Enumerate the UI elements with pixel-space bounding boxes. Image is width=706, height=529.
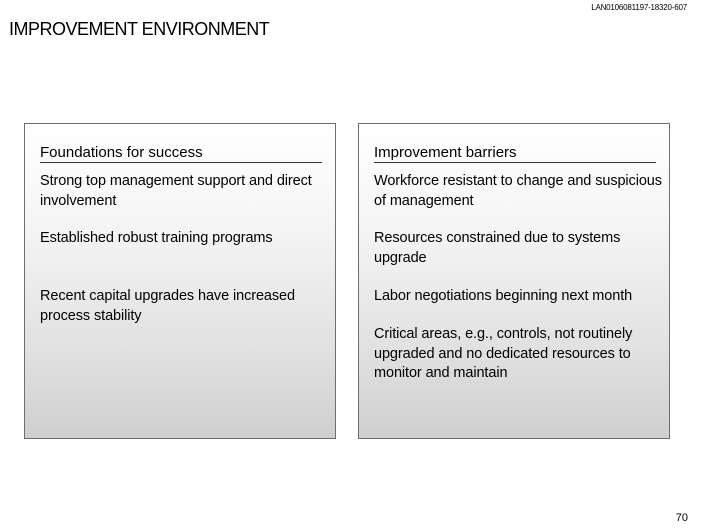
barriers-heading: Improvement barriers: [374, 144, 656, 163]
foundation-item: Strong top management support and direct involvement: [40, 173, 312, 209]
page-number: 70: [675, 512, 688, 524]
barrier-item: Labor negotiations beginning next month: [374, 288, 633, 304]
foundation-item: Established robust training programs: [40, 230, 273, 246]
document-id: LAN0106081197-18320-607: [591, 3, 687, 12]
barrier-item: Critical areas, e.g., controls, not routinely upgraded and no dedicated resources to monitor and maintain: [374, 326, 633, 381]
foundation-item: Recent capital upgrades have increased process stability: [40, 288, 295, 324]
barrier-item: Workforce resistant to change and suspicious of management: [374, 173, 662, 209]
foundations-panel: [24, 123, 336, 439]
foundations-heading: Foundations for success: [40, 144, 322, 163]
page-title: IMPROVEMENT ENVIRONMENT: [9, 19, 270, 39]
barrier-item: Resources constrained due to systems upgrade: [374, 230, 621, 266]
barriers-panel: [358, 123, 670, 439]
